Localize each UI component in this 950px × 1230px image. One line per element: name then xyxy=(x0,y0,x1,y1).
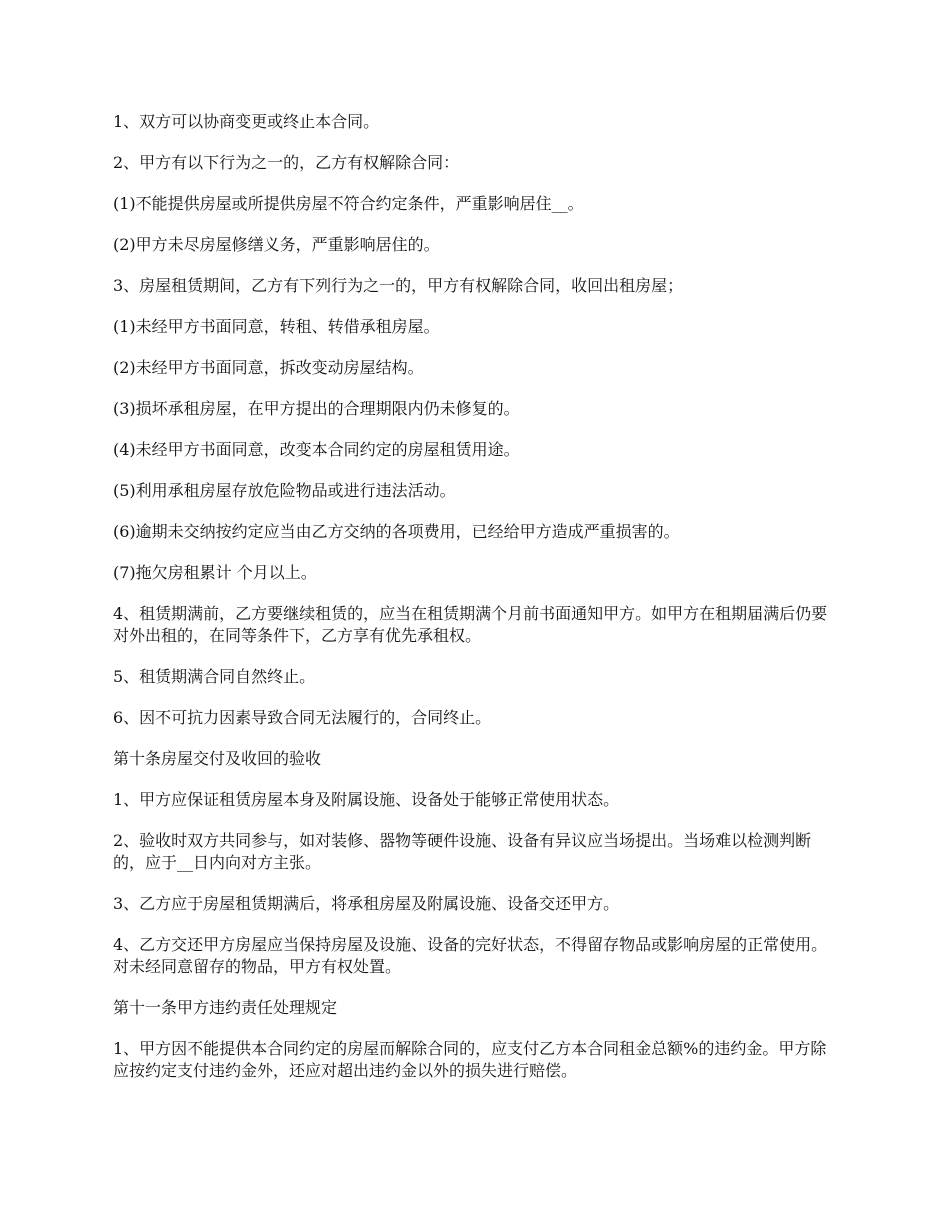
paragraph: 4、租赁期满前，乙方要继续租赁的，应当在租赁期满个月前书面通知甲方。如甲方在租期届满后仍要对外出租的，在同等条件下，乙方享有优先承租权。 xyxy=(113,604,828,645)
paragraph: (2)甲方未尽房屋修缮义务，严重影响居住的。 xyxy=(113,235,440,254)
paragraph: (6)逾期未交纳按约定应当由乙方交纳的各项费用，已经给甲方造成严重损害的。 xyxy=(113,522,680,541)
paragraph: 1、双方可以协商变更或终止本合同。 xyxy=(113,112,380,131)
paragraph: 3、乙方应于房屋租赁期满后，将承租房屋及附属设施、设备交还甲方。 xyxy=(113,894,620,913)
document-body xyxy=(113,111,833,1101)
paragraph: 2、验收时双方共同参与，如对装修、器物等硬件设施、设备有异议应当场提出。当场难以检测判断的，应于__日内向对方主张。 xyxy=(113,831,812,872)
paragraph: (1)未经甲方书面同意，转租、转借承租房屋。 xyxy=(113,317,440,336)
section-heading: 第十条房屋交付及收回的验收 xyxy=(113,749,322,768)
paragraph: (7)拖欠房租累计 个月以上。 xyxy=(113,563,317,582)
paragraph: 2、甲方有以下行为之一的，乙方有权解除合同： xyxy=(113,153,460,172)
paragraph: 6、因不可抗力因素导致合同无法履行的，合同终止。 xyxy=(113,708,492,727)
paragraph: 1、甲方应保证租赁房屋本身及附属设施、设备处于能够正常使用状态。 xyxy=(113,790,620,809)
paragraph: 4、乙方交还甲方房屋应当保持房屋及设施、设备的完好状态，不得留存物品或影响房屋的正常使用。对未经同意留存的物品，甲方有权处置。 xyxy=(113,935,828,976)
section-heading: 第十一条甲方违约责任处理规定 xyxy=(113,998,338,1017)
paragraph: (2)未经甲方书面同意，拆改变动房屋结构。 xyxy=(113,358,424,377)
paragraph: 3、房屋租赁期间，乙方有下列行为之一的，甲方有权解除合同，收回出租房屋； xyxy=(113,276,684,295)
paragraph: (5)利用承租房屋存放危险物品或进行违法活动。 xyxy=(113,481,456,500)
paragraph: (1)不能提供房屋或所提供房屋不符合约定条件，严重影响居住__。 xyxy=(113,194,584,213)
paragraph: 1、甲方因不能提供本合同约定的房屋而解除合同的，应支付乙方本合同租金总额%的违约金。甲方除应按约定支付违约金外，还应对超出违约金以外的损失进行赔偿。 xyxy=(113,1039,827,1080)
paragraph: (3)损坏承租房屋，在甲方提出的合理期限内仍未修复的。 xyxy=(113,399,520,418)
paragraph: 5、租赁期满合同自然终止。 xyxy=(113,667,316,686)
paragraph: (4)未经甲方书面同意，改变本合同约定的房屋租赁用途。 xyxy=(113,440,520,459)
